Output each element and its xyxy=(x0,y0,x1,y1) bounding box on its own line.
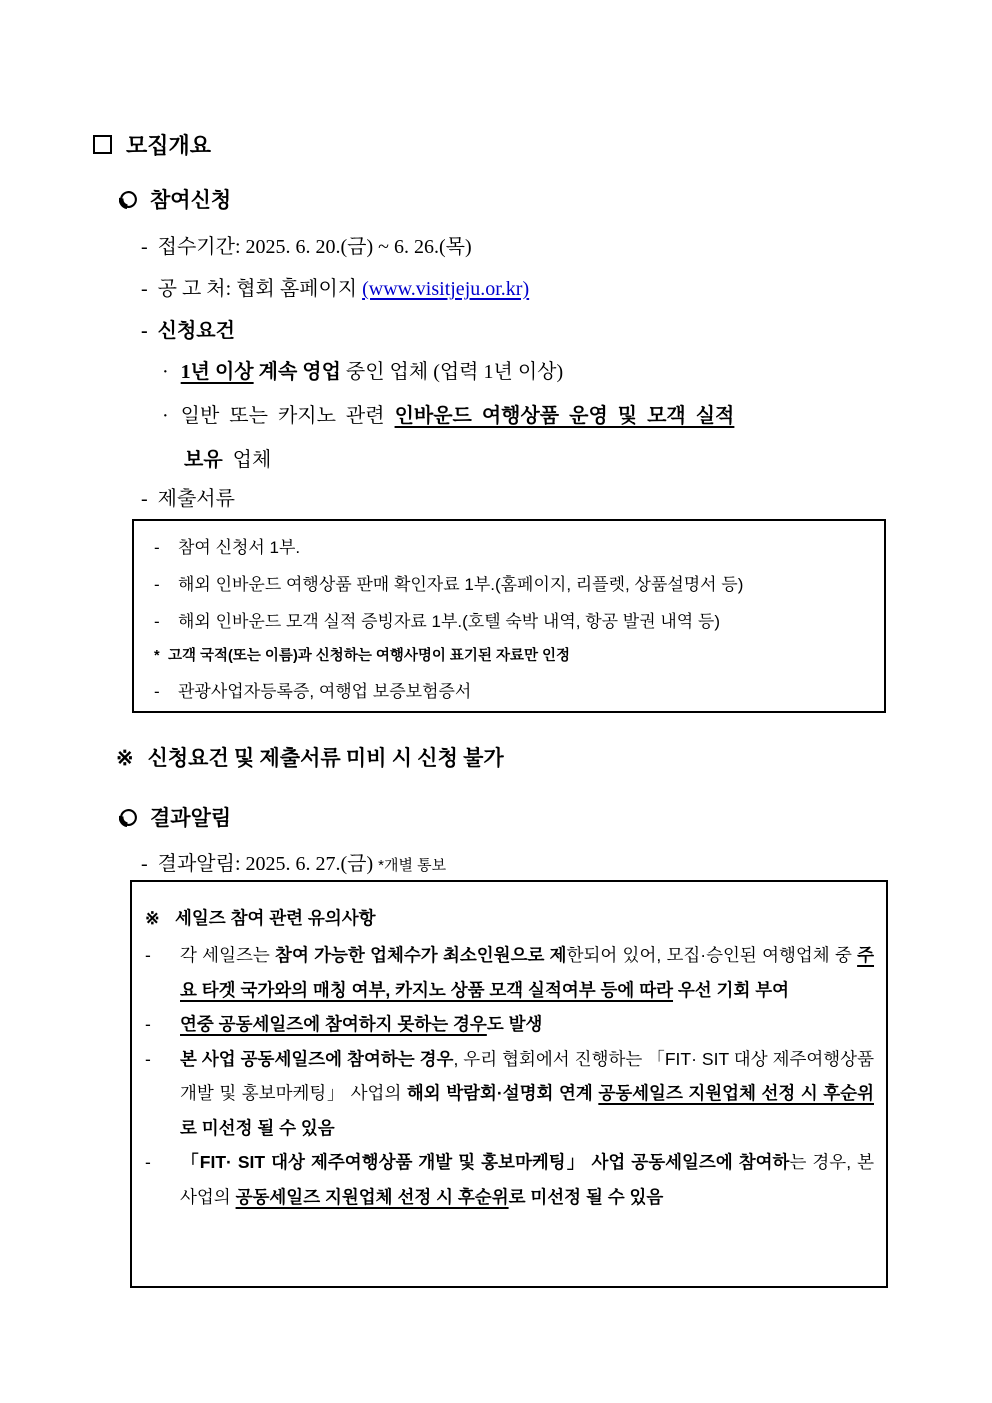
document-item-text: 참여 신청서 1부. xyxy=(178,538,301,557)
dash-marker: - xyxy=(141,320,148,342)
note-item-2 xyxy=(145,1007,874,1042)
circle-bullet-icon xyxy=(119,190,138,209)
requirement-2-line xyxy=(162,399,734,428)
requirement-1-underlined: 1년 이상 xyxy=(180,361,254,383)
document-item-text: 해외 인바운드 여행상품 판매 확인자료 1부.(홈페이지, 리플렛, 상품설명서 등) xyxy=(178,575,744,594)
note-3-seg-bold: 로 미선정 될 수 있음 xyxy=(180,1117,335,1138)
dash-marker: - xyxy=(145,1014,151,1034)
dash-marker: - xyxy=(141,278,148,300)
notes-box xyxy=(130,880,888,1288)
note-3-seg-bold: 본 사업 공동세일즈에 참여하는 경우 xyxy=(180,1048,454,1069)
requirement-1-rest: 중인 업체 (업력 1년 이상) xyxy=(340,361,564,383)
receipt-period-line xyxy=(141,230,472,259)
document-item xyxy=(154,673,870,710)
dash-marker: - xyxy=(141,853,148,875)
note-1-seg-bold: 우선 기회 부여 xyxy=(673,979,790,1000)
documents-box xyxy=(132,519,886,713)
requirements-heading-text: 신청요건 xyxy=(157,320,235,342)
documents-heading-text: 제출서류 xyxy=(157,488,235,510)
section-apply-heading-text: 참여신청 xyxy=(150,188,232,212)
notes-box-title-text: 세일즈 참여 관련 유의사항 xyxy=(175,908,376,928)
document-item xyxy=(154,566,870,603)
result-line xyxy=(141,847,446,876)
document-item xyxy=(154,603,870,640)
website-link[interactable]: (www.visitjeju.or.kr) xyxy=(362,278,530,300)
dash-marker: - xyxy=(154,682,160,701)
receipt-period-text: 접수기간: 2025. 6. 20.(금) ~ 6. 26.(목) xyxy=(157,236,472,258)
note-4-seg-underlined: 공동세일즈 지원업체 선정 시 후순위 xyxy=(235,1186,509,1207)
requirement-1-line xyxy=(162,355,563,384)
note-3-seg: , 우리 협회에서 진행하는 「FIT· SIT 대상 제주여행상품 개발 및 홍보마케팅」 사업의 xyxy=(180,1048,874,1103)
dash-marker: - xyxy=(145,945,151,965)
note-1-seg-bold: 참여 가능한 업체수가 최소인원으로 제 xyxy=(275,945,567,965)
notice-place-line xyxy=(141,272,529,301)
section-result-heading-text: 결과알림 xyxy=(150,806,232,830)
square-bullet-icon xyxy=(93,135,112,154)
requirement-2-underlined: 인바운드 여행상품 운영 및 모객 실적 xyxy=(394,405,735,427)
dot-marker: · xyxy=(162,405,169,427)
asterisk-marker: * xyxy=(154,648,160,664)
note-2-seg-underlined: 연중 공동세일즈에 참여하지 못하는 경우 xyxy=(180,1014,487,1034)
requirements-heading-line xyxy=(141,314,235,343)
page-title-text: 모집개요 xyxy=(126,133,212,158)
page-title xyxy=(93,129,211,160)
note-4-seg-bold: 「FIT· SIT 대상 제주여행상품 개발 및 홍보마케팅」 사업 공동세일즈에 참여하 xyxy=(180,1152,790,1172)
warning-line xyxy=(116,742,504,772)
note-3-seg-bold: 해외 박람회·설명회 연계 xyxy=(406,1083,599,1103)
circle-bullet-icon xyxy=(119,808,138,827)
dash-marker: - xyxy=(141,236,148,258)
document-item-text: 관광사업자등록증, 여행업 보증보험증서 xyxy=(178,682,472,701)
requirement-2-rest: 업체 xyxy=(222,449,272,471)
note-item-1 xyxy=(145,938,874,1007)
documents-box-note-text: 고객 국적(또는 이름)과 신청하는 여행사명이 표기된 자료만 인정 xyxy=(168,648,571,664)
reference-mark-icon: ※ xyxy=(116,746,134,770)
note-1-seg: 한되어 있어, 모집·승인된 여행업체 중 xyxy=(566,945,858,965)
dash-marker: - xyxy=(154,538,160,557)
section-apply-heading xyxy=(119,184,231,214)
note-item-4 xyxy=(145,1145,874,1214)
note-3-seg-underlined: 공동세일즈 지원업체 선정 시 후순위 xyxy=(598,1083,874,1103)
note-4-seg-bold: 로 미선정 될 수 있음 xyxy=(508,1186,664,1207)
result-line-note: *개별 통보 xyxy=(378,857,447,874)
note-item-3 xyxy=(145,1042,874,1146)
document-item xyxy=(154,529,870,566)
requirement-2-bold: 보유 xyxy=(184,449,223,471)
dash-marker: - xyxy=(145,1152,151,1172)
dot-marker: · xyxy=(162,361,169,383)
note-2-seg-bold: 도 발생 xyxy=(486,1014,543,1034)
requirement-2-prefix: 일반 또는 카지노 관련 xyxy=(180,405,395,427)
notes-box-title xyxy=(145,898,874,938)
reference-mark-icon: ※ xyxy=(145,908,160,928)
dash-marker: - xyxy=(145,1048,151,1069)
documents-box-note xyxy=(154,640,870,673)
note-1-seg-underlined: 주요 타겟 국가와의 매칭 여부, 카지노 상품 모객 실적여부 등에 따라 xyxy=(180,945,875,1000)
dash-marker: - xyxy=(141,488,148,510)
requirement-2-continuation xyxy=(184,443,271,472)
note-4-seg: 는 경우, 본 사업의 xyxy=(180,1152,874,1207)
note-1-seg: 각 세일즈는 xyxy=(180,945,276,965)
result-line-text: 결과알림: 2025. 6. 27.(금) xyxy=(157,853,379,875)
notice-place-text: 공 고 처: 협회 홈페이지 xyxy=(157,278,363,300)
document-item-text: 해외 인바운드 모객 실적 증빙자료 1부.(호텔 숙박 내역, 항공 발권 내역 등) xyxy=(178,612,720,631)
dash-marker: - xyxy=(154,612,160,631)
warning-text: 신청요건 및 제출서류 미비 시 신청 불가 xyxy=(147,746,504,770)
dash-marker: - xyxy=(154,575,160,594)
documents-heading-line xyxy=(141,482,235,511)
section-result-heading xyxy=(119,802,231,832)
requirement-1-bold: 계속 영업 xyxy=(253,361,341,383)
